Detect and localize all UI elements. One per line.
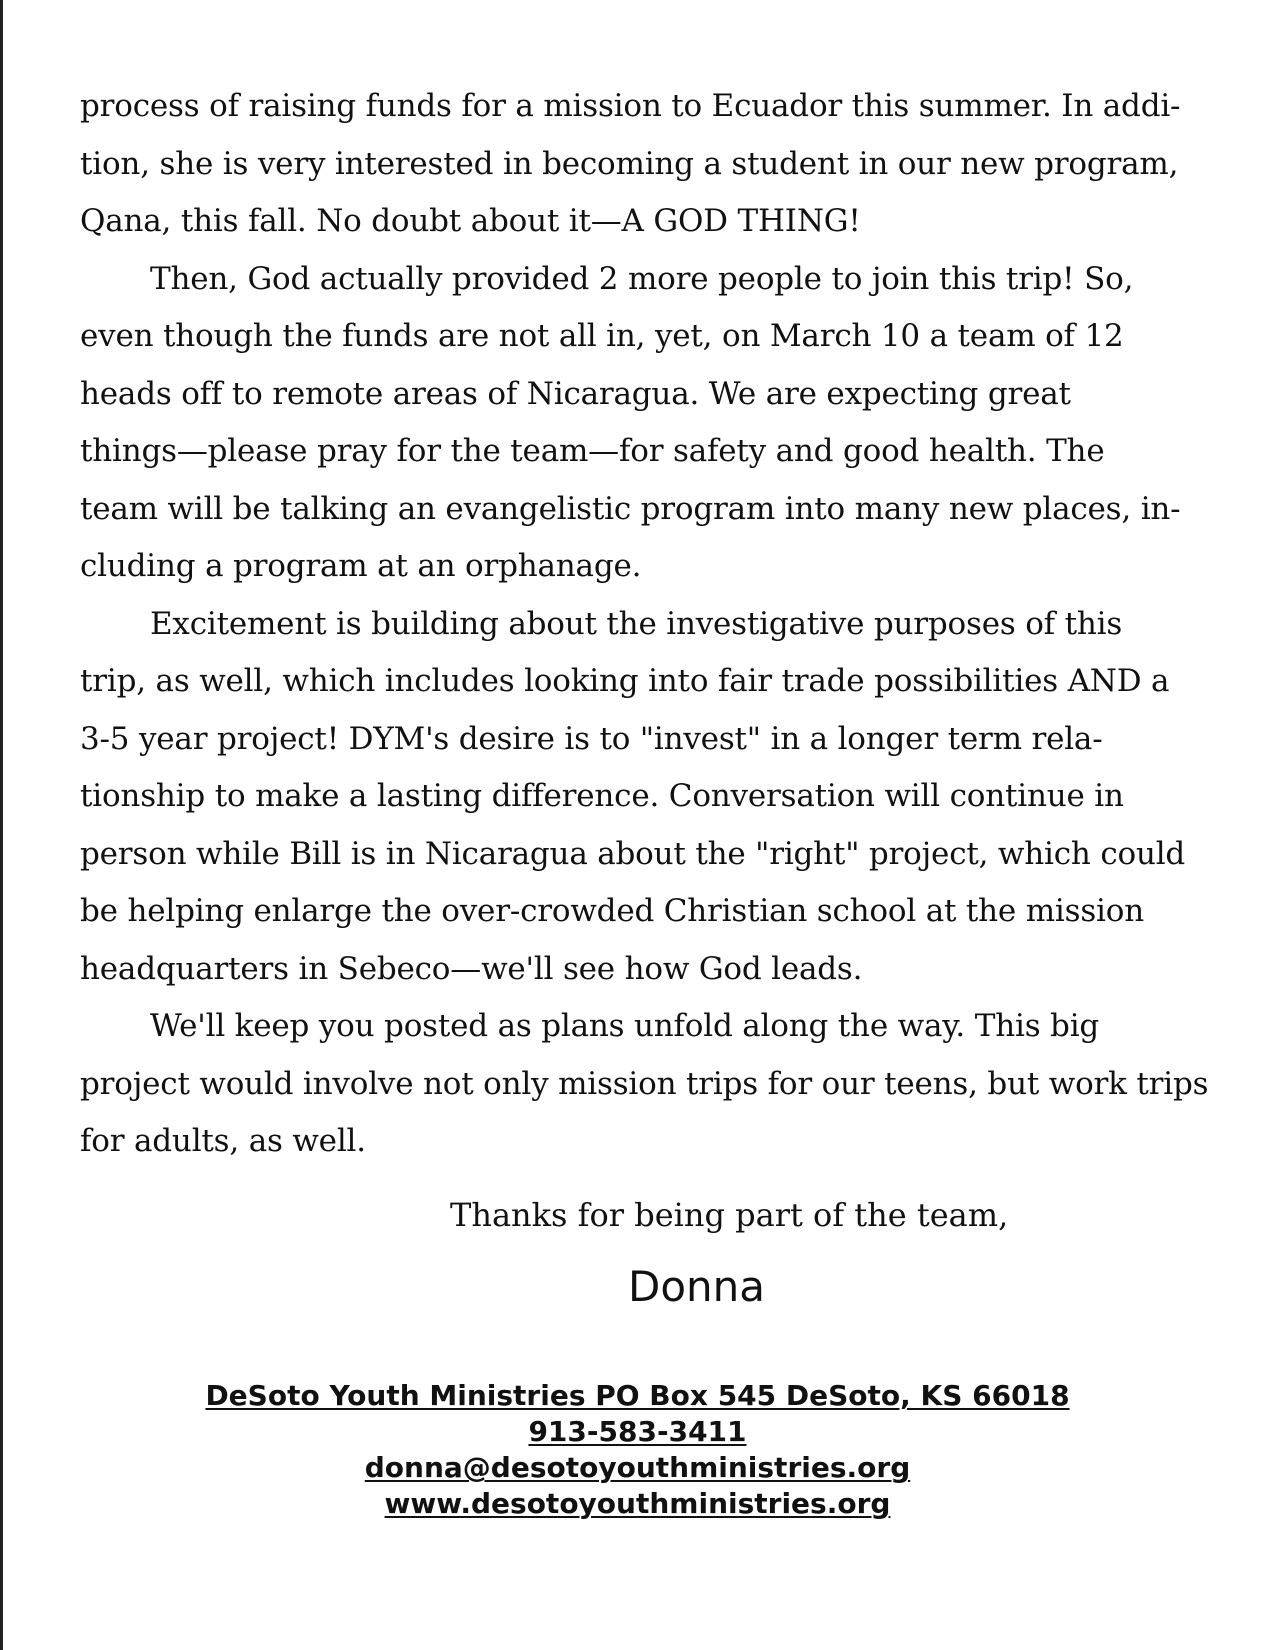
body-line: trip, as well, which includes looking into fair trade possibilities AND a: [80, 663, 1170, 699]
body-line: team will be talking an evangelistic program into many new places, in-: [80, 490, 1181, 527]
body-line: cluding a program at an orphanage.: [80, 548, 642, 584]
body-line: process of raising funds for a mission to Ecuador this summer. In addi-: [80, 88, 1181, 124]
body-line: heads off to remote areas of Nicaragua. We are expecting great: [80, 375, 1071, 412]
paragraph-start-line: Excitement is building about the investigative purposes of this: [150, 605, 1123, 642]
footer-phone: 913-583-3411: [528, 1415, 747, 1448]
body-line: things—please pray for the team—for safety and good health. The: [80, 433, 1105, 469]
paragraph-start-line: Then, God actually provided 2 more people to join this trip! So,: [150, 260, 1134, 297]
body-line: for adults, as well.: [80, 1123, 366, 1159]
closing-line: Thanks for being part of the team,: [450, 1196, 1009, 1234]
body-line: project would involve not only mission trips for our teens, but work trips: [80, 1065, 1209, 1102]
footer-email-link[interactable]: donna@desotoyouthministries.org: [364, 1451, 911, 1484]
body-line: 3-5 year project! DYM's desire is to "invest" in a longer term rela-: [80, 720, 1103, 757]
contact-footer: [0, 1378, 1275, 1522]
body-line: be helping enlarge the over-crowded Christian school at the mission: [80, 893, 1144, 929]
footer-address: DeSoto Youth Ministries PO Box 545 DeSoto, KS 66018: [205, 1379, 1070, 1412]
paragraph-start-line: We'll keep you posted as plans unfold along the way. This big: [150, 1008, 1100, 1044]
body-line: tionship to make a lasting difference. Conversation will continue in: [80, 778, 1124, 814]
body-line: tion, she is very interested in becoming a student in our new program,: [80, 145, 1179, 182]
letter-body: [80, 78, 1209, 1171]
body-line: Qana, this fall. No doubt about it—A GOD THING!: [80, 203, 861, 239]
footer-website-link[interactable]: www.desotoyouthministries.org: [384, 1487, 891, 1520]
body-line: even though the funds are not all in, yet, on March 10 a team of 12: [80, 318, 1124, 354]
body-line: person while Bill is in Nicaragua about the "right" project, which could: [80, 835, 1186, 872]
signature: Donna: [628, 1262, 766, 1311]
body-line: headquarters in Sebeco—we'll see how God leads.: [80, 950, 863, 987]
